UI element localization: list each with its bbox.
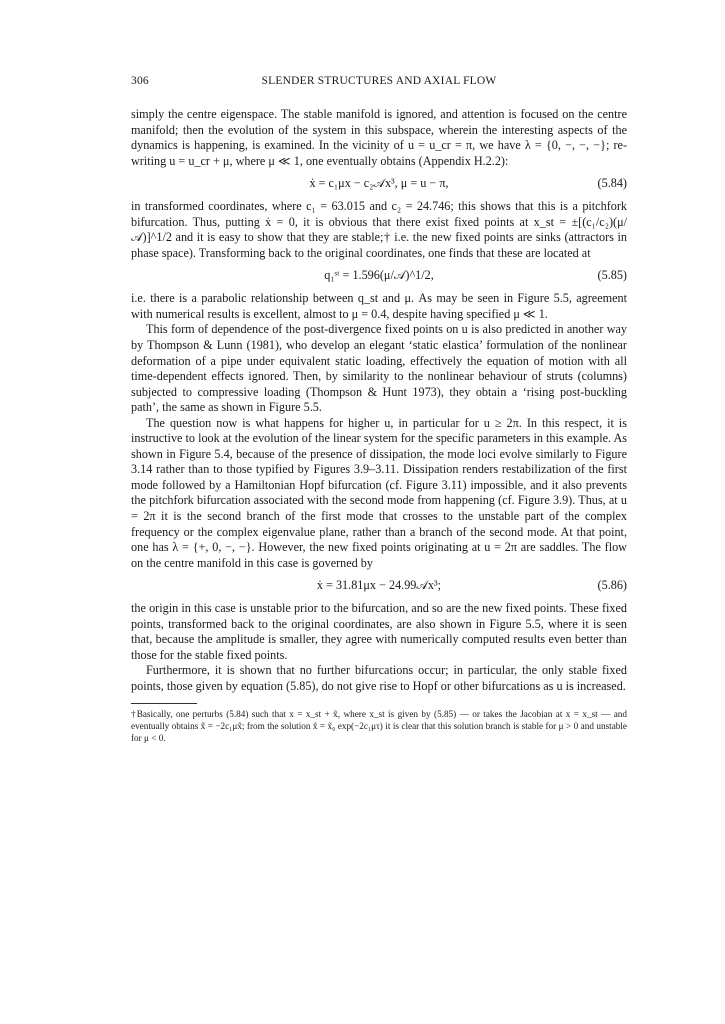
equation-5-84: [131, 175, 627, 192]
equation-expression: q₁ˢᵗ = 1.596(μ/𝒜)^1/2,: [324, 268, 434, 283]
paragraph: This form of dependence of the post-divergence fixed points on u is also predicted in another way by Thompson & Lunn (1981), who develop an elegant ‘static elastica’ formulation of the nonlinear deformation of a pipe under equivalent static loading, effectively the equation of motion with all time-dependent effects ignored. Then, by similarity to the nonlinear behaviour of struts (columns) subjected to compressive loading (Thompson & Hunt 1973), they obtain a ‘rising post-buckling path’, the same as shown in Figure 5.5.: [131, 322, 627, 415]
body-text: [131, 107, 627, 745]
equation-5-85: [131, 267, 627, 284]
equation-5-86: [131, 577, 627, 594]
equation-number: (5.85): [597, 268, 627, 283]
equation-expression: ẋ = c₁μx − c₂𝒜x³, μ = u − π,: [309, 176, 449, 191]
paragraph: the origin in this case is unstable prior to the bifurcation, and so are the new fixed points. These fixed points, transformed back to the original coordinates, are also shown in Figure 5.5, where it is seen that, because the amplitude is smaller, they agree with numerically computed results even better than those for the stable fixed points.: [131, 601, 627, 662]
paragraph: simply the centre eigenspace. The stable manifold is ignored, and attention is focused on the centre manifold; then the evolution of the system in this subspace, wherein the interesting aspects of the dynamics is happening, is examined. In the vicinity of u = u_cr = π, we have λ = {0, −, −, −}; re-writing u = u_cr + μ, where μ ≪ 1, one eventually obtains (Appendix H.2.2):: [131, 107, 627, 168]
footnote: †Basically, one perturbs (5.84) such that x = x_st + x̃, where x_st is given by (5.85) — or takes the Jacobian at x = x_st — and eventually obtains x̃̇ = −2c₁μx̃; from the solution x̃ = x̃₀ exp(−2c₁μτ) it is clear that this solution branch is stable for μ > 0 and unstable for μ < 0.: [131, 708, 627, 744]
equation-number: (5.84): [597, 176, 627, 191]
running-title: SLENDER STRUCTURES AND AXIAL FLOW: [261, 75, 497, 87]
paragraph: in transformed coordinates, where c₁ = 63.015 and c₂ = 24.746; this shows that this is a pitchfork bifurcation. Thus, putting ẋ = 0, it is obvious that there exist fixed points at x_st = ±[(c₁/c₂)(μ/𝒜)]^1/2 and it is easy to show that they are stable;† i.e. the new fixed points are sinks (attractors in phase space). Transforming back to the original coordinates, one finds that these are located at: [131, 199, 627, 260]
paragraph: i.e. there is a parabolic relationship between q_st and μ. As may be seen in Figure 5.5, agreement with numerical results is excellent, almost to μ = 0.4, despite having specified μ ≪ 1.: [131, 291, 627, 321]
page-number: 306: [131, 75, 149, 87]
paragraph: The question now is what happens for higher u, in particular for u ≥ 2π. In this respect, it is instructive to look at the evolution of the linear system for the specific parameters in this example. As shown in Figure 5.4, because of the presence of dissipation, the mode loci evolve similarly to Figure 3.14 rather than to those typified by Figures 3.9–3.11. Dissipation renders restabilization of the first mode followed by a Hamiltonian Hopf bifurcation (cf. Figure 3.11) impossible, and it also prevents the pitchfork bifurcation associated with the second mode from happening (cf. Figure 3.9). Thus, at u = 2π it is the second branch of the first mode that crosses to the unstable part of the complex frequency or the complex eigenvalue plane, rather than a branch of the second mode. At that point, one has λ = {+, 0, −, −}. However, the new fixed points originating at u = 2π are saddles. The flow on the centre manifold in this case is governed by: [131, 415, 627, 570]
equation-number: (5.86): [597, 578, 627, 593]
equation-expression: ẋ = 31.81μx − 24.99𝒜x³;: [316, 578, 442, 593]
paragraph: Furthermore, it is shown that no further bifurcations occur; in particular, the only stable fixed points, those given by equation (5.85), do not give rise to Hopf or other bifurcations as u is increased.: [131, 663, 627, 693]
footnote-divider: [131, 703, 197, 704]
